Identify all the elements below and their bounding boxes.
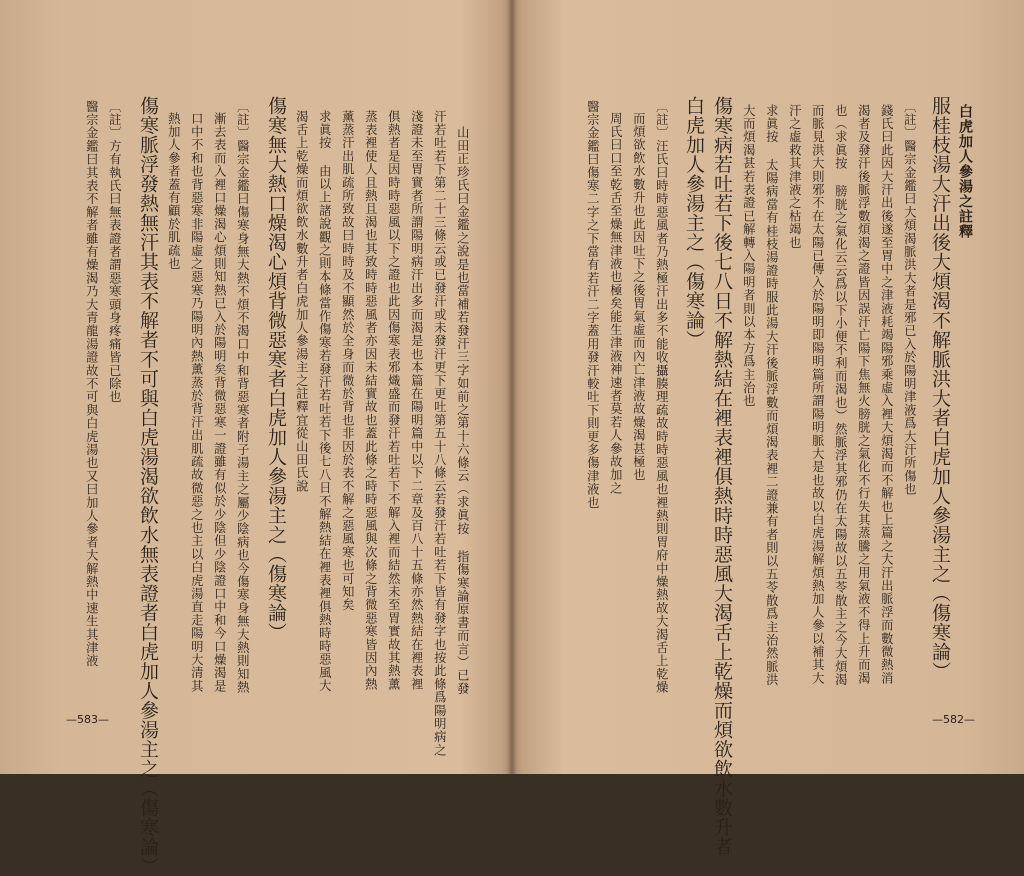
text-column: 傷寒無大熱口燥渴心煩背微惡寒者白虎加人參湯主之（傷寒論）: [265, 96, 287, 642]
text-column: 渴者及發汗後脈浮數煩渴之證皆因誤汗亡陽下焦無火膀胱之氣化不行失其蒸騰之用氣液不得上升而渴: [856, 104, 871, 685]
text-column: 服桂枝湯大汗出後大煩渴不解脈洪大者白虎加人參湯主之（傷寒論）: [929, 96, 951, 681]
text-column: 也（求眞按 膀胱之氣化云云爲以下小便不利而渴也）然脈浮其邪仍在太陽故以五苓散主之今大煩渴: [833, 104, 848, 687]
text-column: 薰蒸汗出肌疏所致故曰時時及不顯然於全身而微於背也非因於表不解之惡風寒也可知矣: [340, 110, 355, 612]
text-column: 醫宗金鑑曰其表不解者雖有燥渴乃大青龍湯證故不可與白虎湯也又曰加人參者大解熱中速生其津液: [84, 100, 99, 668]
text-column: 求眞按 由以上諸說觀之則本條當作傷寒若發汗若吐若下後七八日不解熱結在裡表裡俱熱時時惡風大: [317, 110, 332, 693]
text-column: 淺證未至胃實者所謂陽明病汗出多而渴是也本篇在陽明篇中以下二章及百八十五條亦然熱結在裡表裡: [409, 110, 424, 691]
right-page: [512, 0, 1024, 857]
text-column: 傷寒脈浮發熱無汗其表不解者不可與白虎湯渴欲飲水無表證者白虎加人參湯主之（傷寒論）: [137, 96, 159, 876]
text-column: 傷寒病若吐若下後七八日不解熱結在裡表裡俱熱時時惡風大渴舌上乾燥而煩欲飲水數升者: [711, 96, 733, 857]
text-column: 蒸表裡使人且熱且渴也其致時時惡風者亦因未結實故也蓋此條之時時惡風與次條之背微惡寒皆因內熱: [363, 110, 378, 691]
text-column: 周氏曰口至乾舌至燥無津液也極矣能生津液神速者莫若人參故加之: [608, 112, 623, 495]
text-column: 白虎加人參湯主之（傷寒論）: [683, 96, 705, 350]
text-column: 漸去表而入裡口燥渴心煩則知熱已入於陽明矣背微惡寒一證雖有似於少陰但少陰證口中和今口燥渴是: [212, 112, 227, 693]
text-column: 而煩欲飲水數升也此因吐下之後胃氣虛而內亡津液故燥渴甚極也: [631, 112, 646, 482]
text-column: 渴舌上乾燥而煩欲飲水數升者白虎加人參湯主之註釋宜從山田氏說: [294, 110, 309, 493]
running-head: 白虎加人參湯之註釋: [957, 104, 973, 239]
text-column: 求眞按 太陽病當有桂枝湯證時服此湯大汗後脈浮數而煩渴表裡二證兼有者則以五苓散爲主治然脈洪: [764, 104, 779, 687]
text-column: 醫宗金鑑曰傷寒二字之下當有若汗二字蓋用發汗較吐下則更多傷津液也: [585, 100, 600, 510]
text-column: 汗之虛救其津液之枯竭也: [787, 104, 802, 250]
text-column: 俱熱者是因時時惡風以下之證也此因傷寒表邪熾盛而發汗若吐若下不解入裡而結然未至胃實故其熱薰: [386, 110, 401, 691]
page-number: —582—: [932, 713, 975, 726]
text-column: 山田正珍氏曰金鑑之說是也當補若發汗三字如前之第十六條云（求眞按 指傷寒論原書而言）已發: [455, 126, 470, 696]
text-column: 口中不和也背惡寒非陽虛之惡寒乃陽明內熱薰蒸於背汗出肌疏故微惡之也主以白虎湯直走陽明大清其: [189, 112, 204, 693]
text-column: 錢氏曰此因大汗出後遂至胃中之津液耗竭陽邪乘虛入裡大煩渴而不解也上篇之大汗出脈浮而數微熱消: [879, 104, 894, 685]
text-column: 而脈見洪大則邪不在太陽已傳入於陽明即陽明篇所謂陽明脈大是也故以白虎湯解煩熱加人參以補其大: [810, 104, 825, 685]
text-column: 熱加人參者蓋有顧於肌疏也: [166, 112, 181, 271]
text-column: 大而煩渴甚若表證已解轉入陽明者則以本方爲主治也: [741, 104, 756, 408]
text-column: 〔註〕醫宗金鑑曰傷寒身無大熱不煩不渴口中和背惡寒者附子湯主之屬少陰病也今傷寒身無大熱則知熱: [235, 100, 250, 694]
text-column: 〔註〕方有執氏曰無表證者謂惡寒頭身疼痛皆已除也: [107, 100, 122, 404]
text-column: 汗若吐若下第二十三條云或已發汗或未發汗更下更吐第五十八條云若發汗若吐若下皆有發字也按此條爲陽明病之: [432, 110, 447, 757]
page-number: —583—: [66, 713, 109, 726]
text-column: 〔註〕汪氏曰時時惡風者乃熱極汗出多不能收攝腠理疏故時時惡風也裡熱則胃府中燥熱故大渴舌上乾燥: [654, 100, 669, 694]
text-column: 〔註〕醫宗金鑑曰大煩渴脈洪大者是邪已入於陽明津液爲大汗所傷也: [902, 100, 917, 496]
